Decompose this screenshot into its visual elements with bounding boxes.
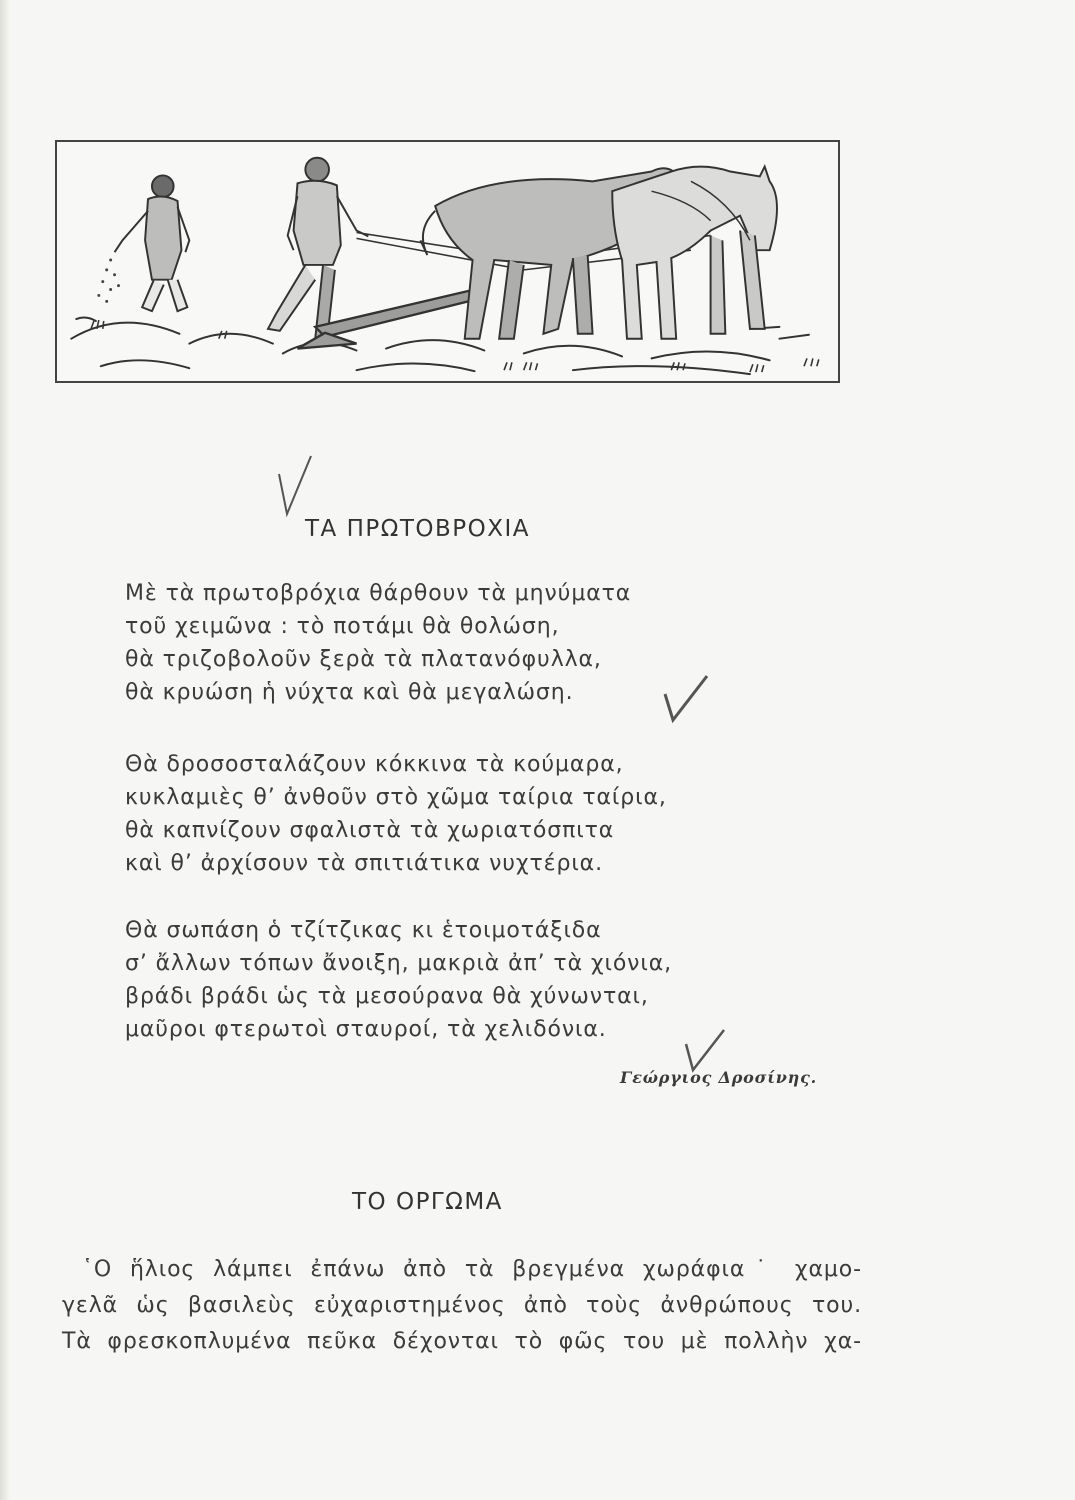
poem-line: Μὲ τὰ πρωτοβρόχια θάρθουν τὰ μηνύματα <box>125 581 632 606</box>
poem-stanza <box>125 748 667 880</box>
poem-line: καὶ θ’ ἀρχίσουν τὰ σπιτιάτικα νυχτέρια. <box>125 851 603 876</box>
poem-author: Γεώργιος Δροσίνης. <box>620 1068 817 1087</box>
poem-line: μαῦροι φτερωτοὶ σταυροί, τὰ χελιδόνια. <box>125 1017 607 1042</box>
poem-line: βράδι βράδι ὡς τὰ μεσούρανα θὰ χύνωνται, <box>125 984 649 1009</box>
prose-paragraph <box>62 1252 862 1360</box>
section-title: ΤΟ ΟΡΓΩΜΑ <box>352 1189 503 1215</box>
prose-line: γελᾶ ὡς βασιλεὺς εὐχαριστημένος ἀπὸ τοὺς ἀνθρώπους του. <box>62 1293 862 1318</box>
prose-line: ῾Ο ἥλιος λάμπει ἐπάνω ἀπὸ τὰ βρεγμένα χωράφια˙ χαμο- <box>82 1257 862 1282</box>
poem-title: ΤΑ ΠΡΩΤΟΒΡΟΧΙΑ <box>305 516 531 542</box>
prose-line: Τὰ φρεσκοπλυμένα πεῦκα δέχονται τὸ φῶς του μὲ πολλὴν χα- <box>62 1329 862 1354</box>
check-mark-icon <box>275 452 320 520</box>
poem-line: κυκλαμιὲς θ’ ἀνθοῦν στὸ χῶμα ταίρια ταίρια, <box>125 785 667 810</box>
poem-line: τοῦ χειμῶνα : τὸ ποτάμι θὰ θολώση, <box>125 614 560 639</box>
poem-stanza <box>125 577 631 709</box>
page-edge <box>0 0 10 1500</box>
ploughing-illustration <box>55 140 840 383</box>
poem-line: σ’ ἄλλων τόπων ἄνοιξη, μακριὰ ἀπ’ τὰ χιόνια, <box>125 951 673 976</box>
poem-line: θὰ τριζοβολοῦν ξερὰ τὰ πλατανόφυλλα, <box>125 647 602 672</box>
poem-line: θὰ κρυώση ἡ νύχτα καὶ θὰ μεγαλώση. <box>125 680 574 705</box>
poem-line: Θὰ σωπάση ὁ τζίτζικας κι ἑτοιμοτάξιδα <box>125 918 602 943</box>
check-mark-icon <box>678 1024 730 1074</box>
poem-line: Θὰ δροσοσταλάζουν κόκκινα τὰ κούμαρα, <box>125 752 624 777</box>
check-mark-icon <box>655 672 715 724</box>
poem-line: θὰ καπνίζουν σφαλιστὰ τὰ χωριατόσπιτα <box>125 818 615 843</box>
poem-stanza <box>125 914 672 1046</box>
